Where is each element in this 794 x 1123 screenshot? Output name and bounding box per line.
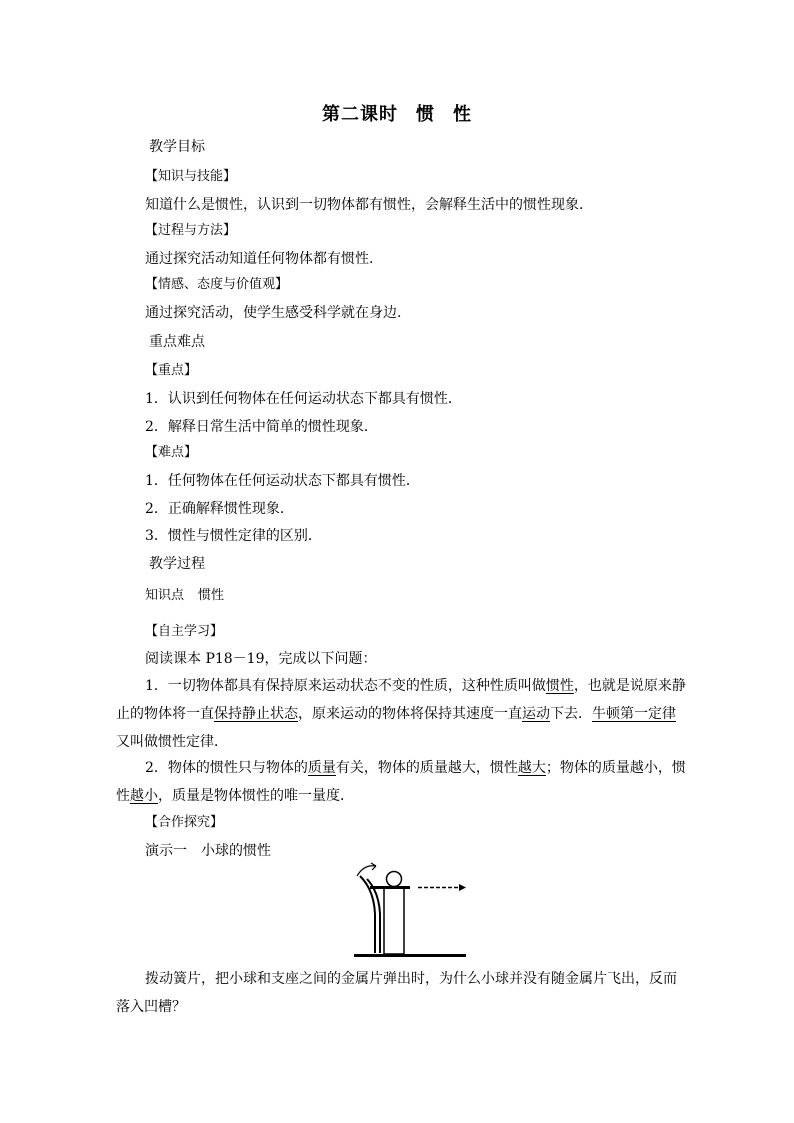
objectives-heading: 教学目标 [149,139,205,155]
process-methods-label: 【过程与方法】 [145,223,237,238]
q1-text: ，也就是说原来静 [573,678,686,694]
q1-text: 下去． [550,706,592,722]
q2-text: ；物体的质量越小，惯 [545,760,686,776]
q1-answer-motion: 运动 [522,706,550,722]
q2-text: 有关，物体的质量越大，惯性 [335,760,518,776]
small-ball [387,872,402,887]
difficult-item: 2．正确解释惯性现象． [145,501,294,517]
difficult-item: 3．惯性与惯性定律的区别． [145,528,322,544]
q2-answer-mass: 质量 [307,760,336,776]
q1-text: ，原来运动的物体将保持其速度一直 [298,706,522,722]
title-part-1: 惯 [416,104,435,125]
q1-line-3: 又叫做惯性定律． [116,734,228,750]
self-study-label: 【自主学习】 [145,624,224,639]
title-part-lesson: 第二课时 [322,104,398,125]
emotion-values-label: 【情感、态度与价值观】 [145,277,289,292]
key-label: 【重点】 [145,363,198,378]
title-part-2: 性 [453,104,472,125]
emotion-values-text: 通过探究活动，使学生感受科学就在身边. [145,305,402,321]
knowledge-skills-label: 【知识与技能】 [145,169,237,184]
apparatus-base [354,954,466,957]
knowledge-point-label: 知识点 [145,588,185,603]
key-item: 2．解释日常生活中简单的惯性现象． [145,419,378,435]
metal-plate [370,886,410,889]
q2-text: 性 [116,788,130,804]
q1-line-2 [116,705,676,723]
demo-title [145,842,271,860]
difficult-item: 1．任何物体在任何运动状态下都具有惯性． [145,473,420,489]
cooperative-inquiry-label: 【合作探究】 [145,815,224,830]
flick-arrow-icon [357,866,376,876]
q2-answer-larger: 越大 [517,760,546,776]
demo-number: 演示一 [145,843,187,859]
key-item: 1．认识到任何物体在任何运动状态下都具有惯性． [145,391,462,407]
q1-text: 1．一切物体都具有保持原来运动状态不变的性质，这种性质叫做 [145,678,546,694]
process-methods-text: 通过探究活动知道任何物体都有惯性． [145,251,383,267]
question-line-1: 拨动簧片，把小球和支座之间的金属片弹出时，为什么小球并没有随金属片飞出，反而 [145,971,677,987]
q2-line-1 [145,759,686,777]
key-points-heading: 重点难点 [149,334,205,350]
process-heading: 教学过程 [149,556,205,572]
difficult-label: 【难点】 [145,445,198,460]
knowledge-point-topic: 惯性 [198,588,225,603]
demo-name: 小球的惯性 [201,843,271,859]
page-title [0,100,794,126]
knowledge-point-line [145,587,224,605]
q2-text: ，质量是物体惯性的唯一量度． [158,788,354,804]
q1-answer-stay-still: 保持静止状态 [214,706,298,722]
question-line-2: 落入凹槽？ [116,999,186,1015]
q1-text: 止的物体将一直 [116,706,214,722]
q2-answer-smaller: 越小 [130,788,158,804]
q1-line-1 [145,677,686,695]
q2-line-2 [116,787,354,805]
inertia-ball-apparatus-figure [340,860,480,964]
q1-answer-inertia: 惯性 [545,678,574,694]
q2-text: 2．物体的惯性只与物体的 [145,760,308,776]
support-post [384,888,404,954]
q1-answer-newton-law: 牛顿第一定律 [592,706,676,722]
reading-intro: 阅读课本 P18－19，完成以下问题： [145,651,377,667]
knowledge-skills-text: 知道什么是惯性，认识到一切物体都有惯性，会解释生活中的惯性现象． [145,197,593,213]
